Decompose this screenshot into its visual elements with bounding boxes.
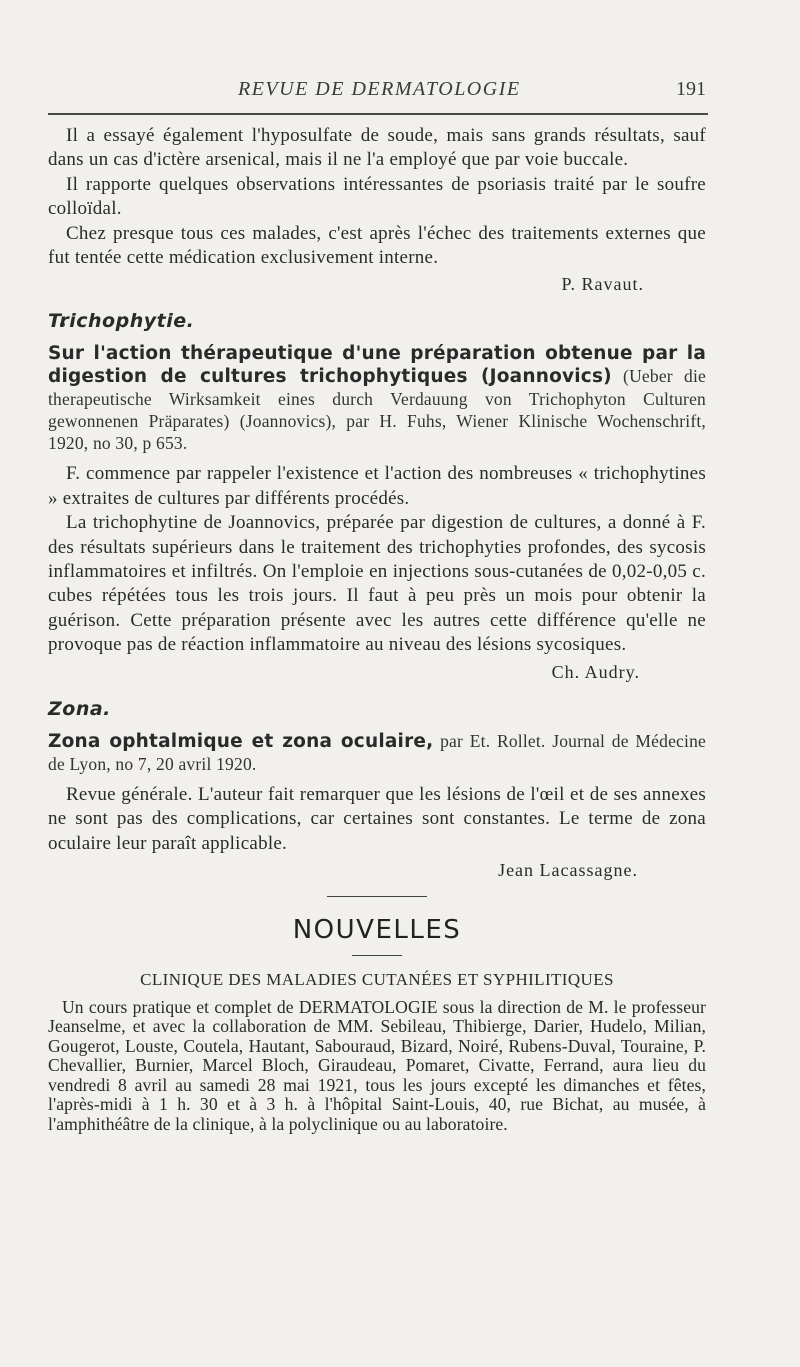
trichophytie-paragraph-1: F. commence par rappeler l'existence et l'action des nombreuses « trichophytines » extraites de cultures par différents procédés. [48,463,706,509]
ravaut-paragraph-2: Il rapporte quelques observations intéressantes de psoriasis traité par le soufre colloïdal. [48,173,706,220]
trichophytie-article-title: Sur l'action thérapeutique d'une préparation obtenue par la digestion de cultures trichophytiques (Joannovics) [48,343,706,388]
trichophytie-paragraph-2: La trichophytine de Joannovics, préparée par digestion de cultures, a donné à F. des résultats supérieurs dans le traitement des trichophyties profondes, des sycosis inflammatoires et infiltrés. On l'emploie en injections sous-cutanées de 0,02-0,05 c. cubes répétées tous les trois jours. Il faut à peu près un mois pour obtenir la guérison. Cette préparation présente avec les autres cette différence qu'elle ne provoque pas de réaction inflammatoire au niveau des lésions sycosiques. [48,512,706,656]
nouvelles-underline [352,955,402,956]
running-header [0,78,800,104]
section-divider [327,896,427,897]
zona-paragraph-1: Revue générale. L'auteur fait remarquer que les lésions de l'œil et de ses annexes ne sont pas des complications, car certaines sont constantes. Le terme de zona oculaire leur paraît applicable. [48,783,706,854]
section-title-zona: Zona. [48,697,111,720]
section-title-trichophytie: Trichophytie. [48,310,195,333]
zona-article-title: Zona ophtalmique et zona oculaire, [48,730,434,752]
trichophytie-signature: Ch. Audry. [551,661,640,682]
zona-signature: Jean Lacassagne. [498,859,638,880]
zona-article-reference: par Et. Rollet. Journal de Médecine de Lyon, no 7, 20 avril 1920. [48,730,707,774]
nouvelles-heading: NOUVELLES [292,914,462,945]
zona-article-heading [48,730,706,775]
page-number: 191 [676,78,706,100]
page-content [48,124,706,1134]
header-rule [48,113,708,115]
ravaut-paragraph-3: Chez presque tous ces malades, c'est après l'échec des traitements externes que fut tentée cette médication exclusivement interne. [48,222,706,269]
nouvelles-paragraph: Un cours pratique et complet de DERMATOLOGIE sous la direction de M. le professeur Jeanselme, et avec la collaboration de MM. Sebileau, Thibierge, Darier, Hudelo, Milian, Gougerot, Louste, Coutela, Hautant, Sabouraud, Bizard, Noiré, Rubens-Duval, Touraine, P. Chevallier, Burnier, Marcel Bloch, Giraudeau, Pomaret, Civatte, Ferrand, aura lieu du vendredi 8 avril au samedi 28 mai 1921, tous les jours excepté les dimanches et fêtes, l'après-midi à 1 h. 30 et à 3 h. à l'hôpital Saint-Louis, 40, rue Bichat, au musée, à l'amphithéâtre de la clinique, à la polyclinique ou au laboratoire. [48,996,706,1134]
ravaut-paragraph-1: Il a essayé également l'hyposulfate de soude, mais sans grands résultats, sauf dans un cas d'ictère arsenical, mais il ne l'a employé que par voie buccale. [48,125,706,171]
trichophytie-article-heading [48,342,706,454]
nouvelles-subheading: CLINIQUE DES MALADIES CUTANÉES ET SYPHILITIQUES [140,969,614,989]
journal-title: REVUE DE DERMATOLOGIE [238,78,521,100]
trichophytie-article-reference: (Ueber die therapeutische Wirksamkeit eines durch Verdauung von Trichophyton Culturen gewonnenen Präparates) (Joannovics), par H. Fuhs, Wiener Klinische Wochenschrift, 1920, no 30, p 653. [48,366,706,454]
ravaut-signature: P. Ravaut. [561,274,644,295]
